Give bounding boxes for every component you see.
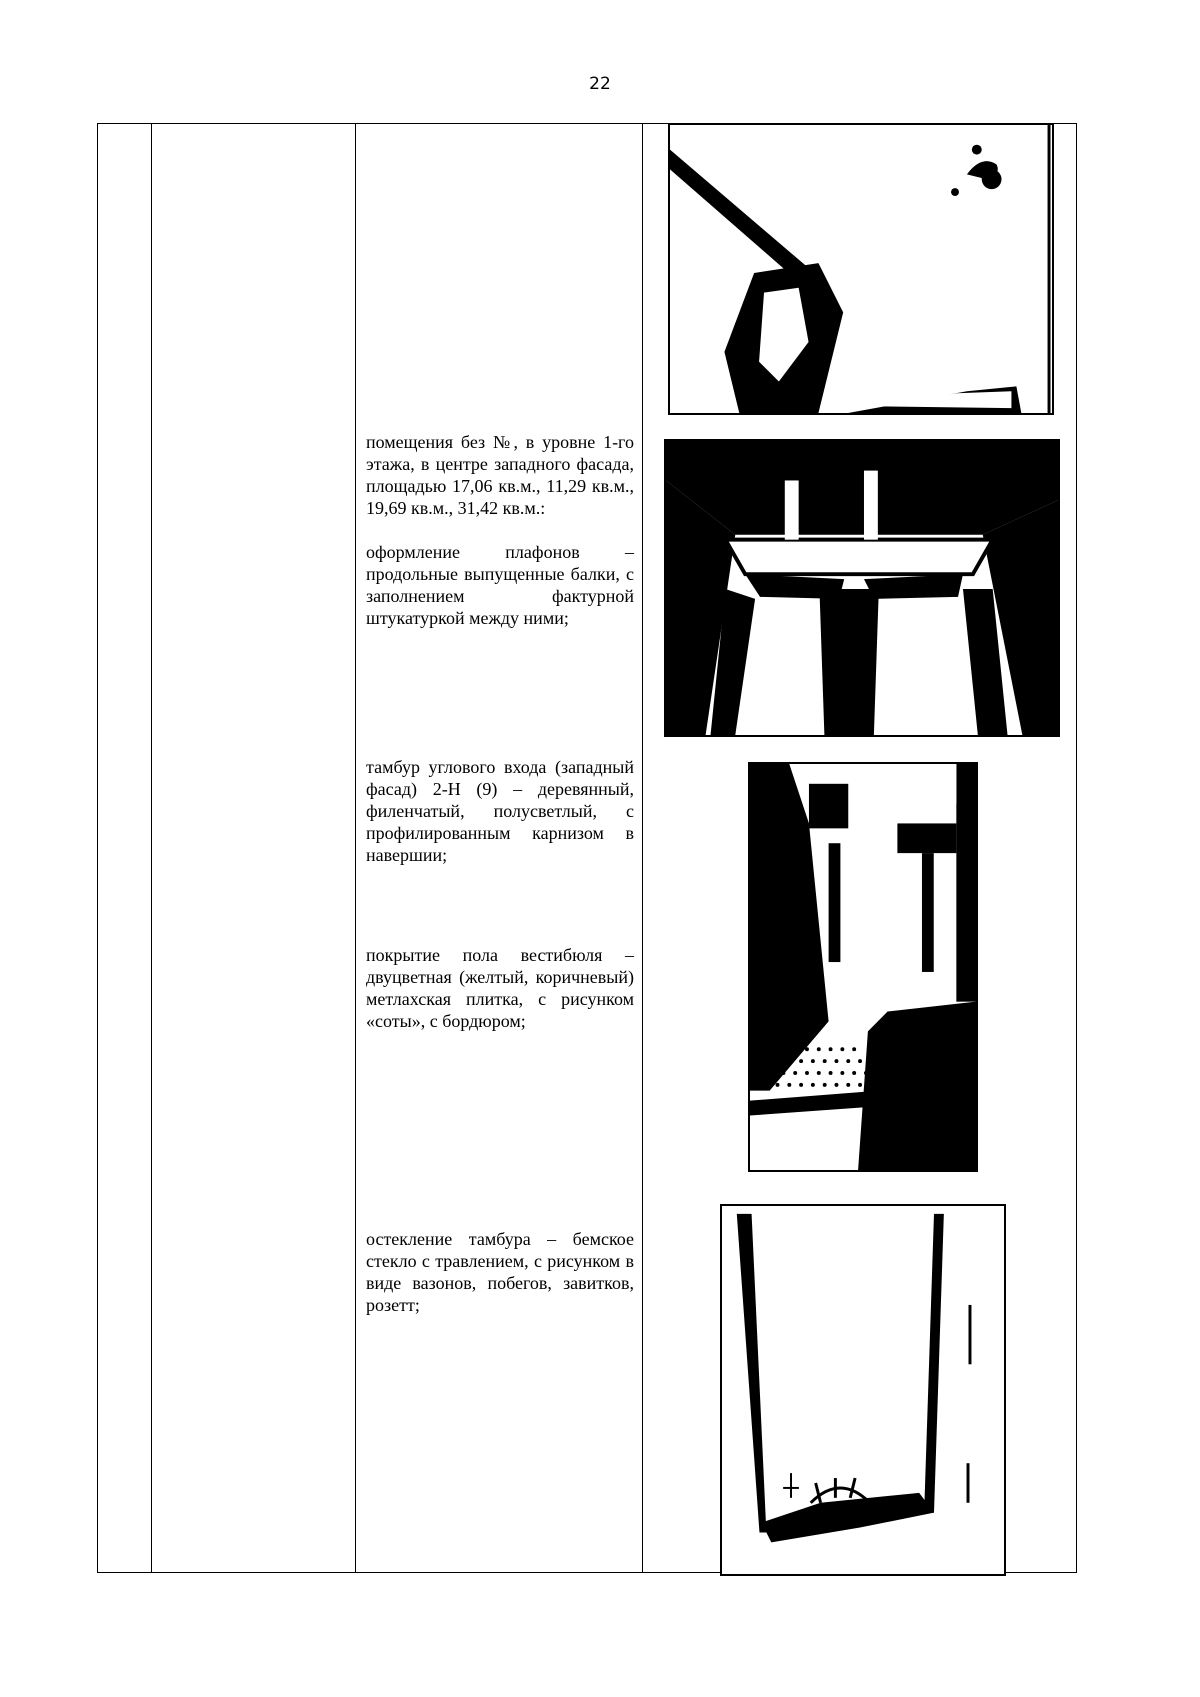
document-table [97,123,1077,1573]
ceiling-beams-photo [664,439,1060,737]
entry-paragraph: оформление плафонов – продольные выпущенные балки, с заполнением фактурной штукатуркой между ними; [366,542,634,628]
entry-paragraph: остекление тамбура – бемское стекло с травлением, с рисунком в виде вазонов, побегов, завитков, розетт; [366,1229,634,1315]
entry-paragraph: тамбур углового входа (западный фасад) 2-Н (9) – деревянный, филенчатый, полусветлый, с профилированным карнизом в навершии; [366,757,634,865]
page-number: 22 [589,74,611,94]
entry-paragraph: помещения без №, в уровне 1-го этажа, в центре западного фасада, площадью 17,06 кв.м., 11,29 кв.м., 19,69 кв.м., 31,42 кв.м.: [366,432,634,518]
vestibule-door-photo [748,762,978,1172]
entry-paragraph: покрытие пола вестибюля – двуцветная (желтый, коричневый) метлахская плитка, с рисунком «соты», с бордюром; [366,945,634,1031]
etched-glass-photo [720,1204,1006,1576]
table-column-divider-3 [642,124,643,1572]
table-column-divider-1 [151,124,152,1572]
entry-vestibule-door-description [366,756,634,866]
entry-ceiling-description [366,431,634,629]
entry-glass-description [366,1228,634,1316]
table-column-divider-2 [355,124,356,1572]
entry-floor-description [366,944,634,1032]
ceiling-corner-photo [668,123,1054,415]
